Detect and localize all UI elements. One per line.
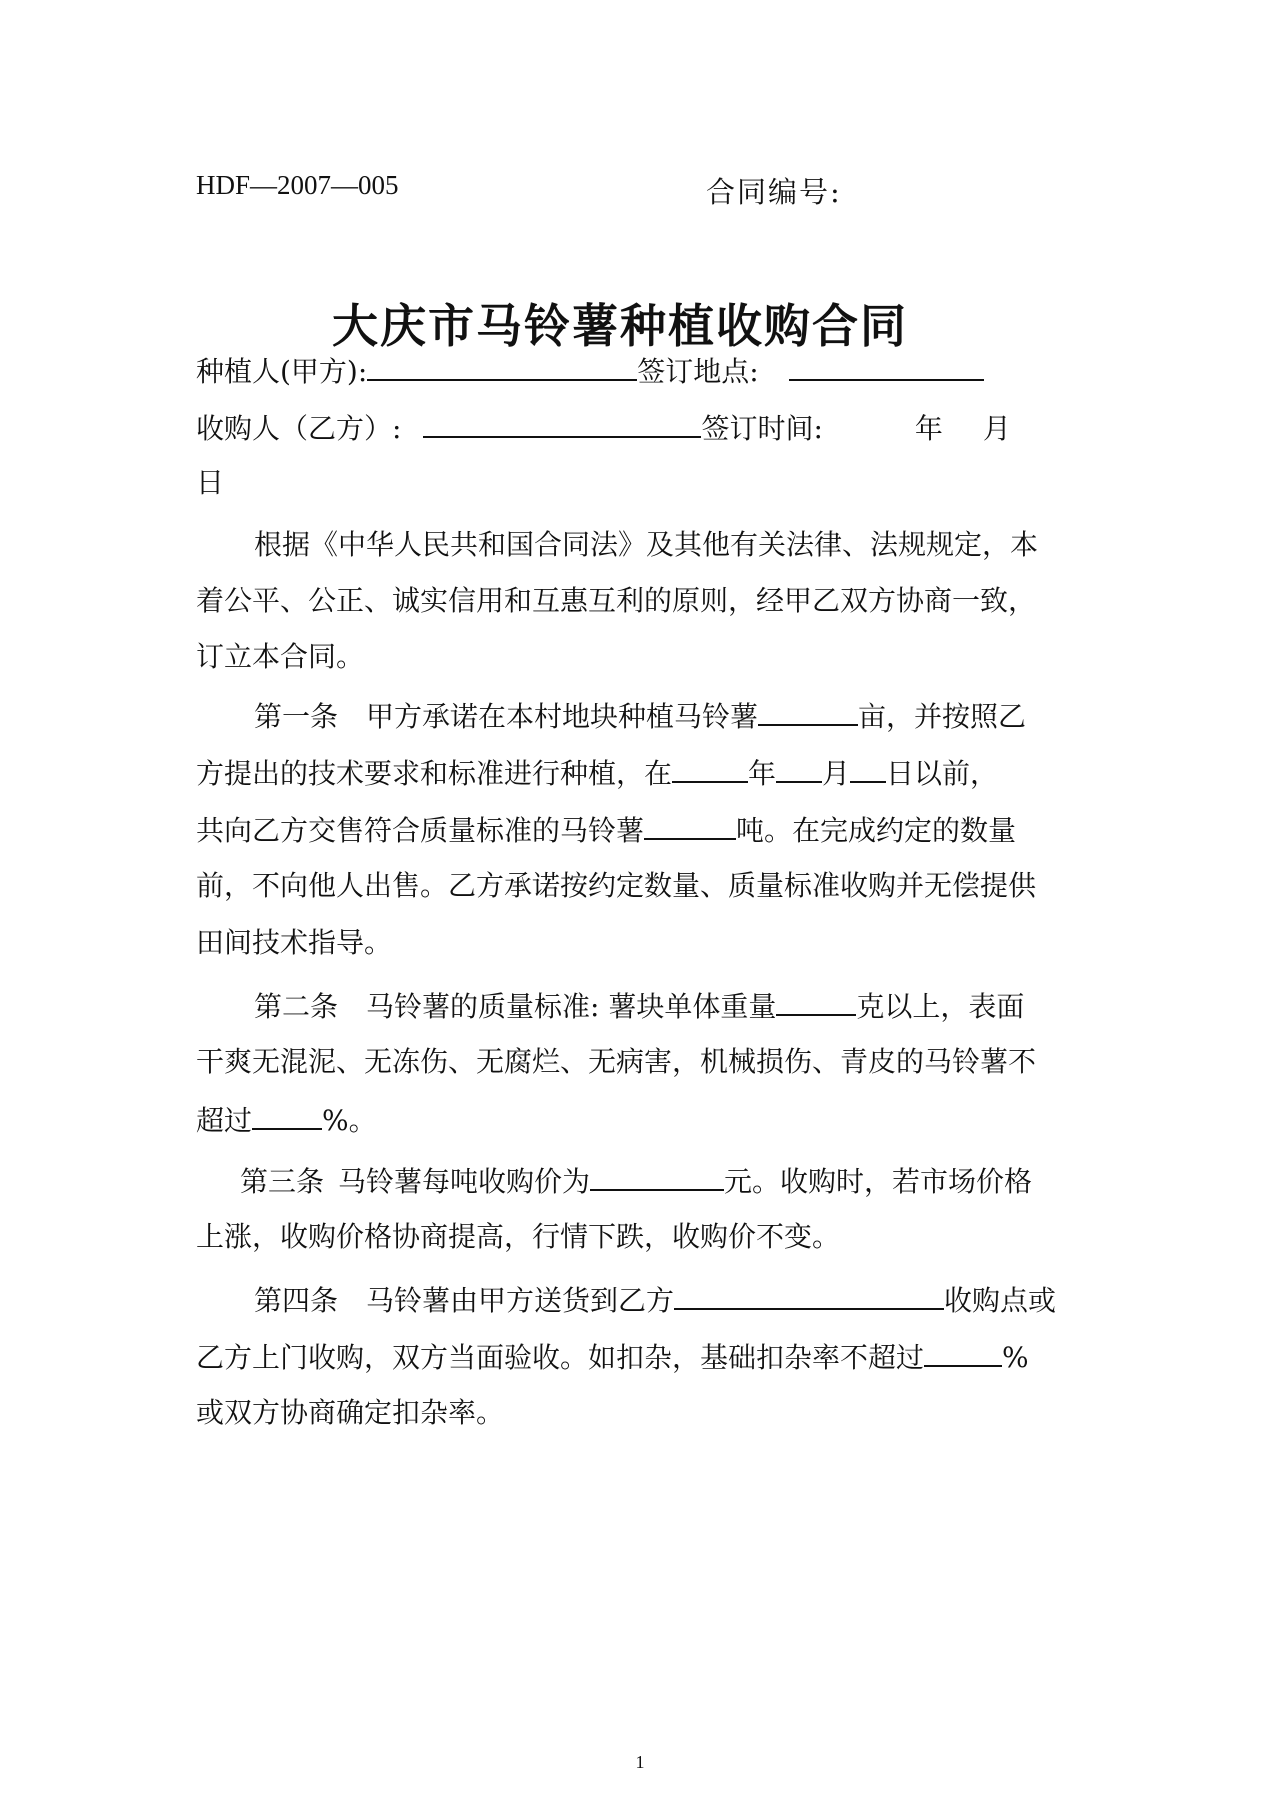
article-1-line-3 (196, 804, 1096, 854)
article-2-line-3 (196, 1094, 1096, 1144)
price-blank[interactable] (590, 1155, 724, 1191)
article-2-text: 超过 (196, 1104, 253, 1137)
article-4-heading: 第四条 (254, 1284, 339, 1317)
article-4-line-3: 或双方协商确定扣杂率。 (196, 1396, 505, 1429)
party-a-blank[interactable] (367, 345, 637, 381)
article-4-text: % (1002, 1341, 1029, 1374)
sign-place-label: 签订地点: (637, 355, 759, 388)
article-4-text: 收购点或 (944, 1284, 1057, 1317)
article-3-line-2: 上涨，收购价格协商提高，行情下跌，收购价不变。 (196, 1220, 841, 1253)
tuber-weight-blank[interactable] (776, 980, 856, 1016)
article-1-line-5: 田间技术指导。 (196, 926, 393, 959)
preamble-line-3: 订立本合同。 (196, 640, 365, 673)
article-2-text: 克以上，表面 (856, 990, 1025, 1023)
article-1-text: 日以前， (886, 757, 999, 790)
deadline-year-blank[interactable] (672, 747, 748, 783)
sign-month-label: 月 (982, 412, 1011, 445)
article-1-text: 吨。在完成约定的数量 (736, 814, 1017, 847)
article-1-text: 方提出的技术要求和标准进行种植，在 (196, 757, 673, 790)
article-2-text: 马铃薯的质量标准: 薯块单体重量 (366, 990, 777, 1023)
article-4-text: 马铃薯由甲方送货到乙方 (366, 1284, 675, 1317)
article-1-heading: 第一条 (254, 700, 339, 733)
article-3-heading: 第三条 (240, 1165, 325, 1198)
article-4-line-2 (196, 1331, 1096, 1381)
article-3-text: 元。收购时，若市场价格 (724, 1165, 1033, 1198)
article-1-line-2 (196, 747, 1096, 797)
document-id: HDF—2007—005 (196, 170, 399, 200)
preamble-line-2: 着公平、公正、诚实信用和互惠互利的原则，经甲乙双方协商一致， (196, 584, 1037, 617)
sign-year-label: 年 (914, 412, 943, 445)
contract-number-label: 合同编号: (706, 175, 842, 209)
preamble-line-1: 根据《中华人民共和国合同法》及其他有关法律、法规规定，本 (254, 528, 1039, 561)
article-2-line-1 (254, 980, 1154, 1030)
page-number: 1 (635, 1752, 645, 1772)
sign-time-label: 签订时间: (701, 412, 823, 445)
article-1-line-1 (254, 690, 1154, 740)
party-a-label: 种植人(甲方): (196, 355, 368, 388)
impurity-rate-blank[interactable] (924, 1331, 1002, 1367)
article-2-text: %。 (322, 1104, 377, 1137)
article-4-text: 乙方上门收购，双方当面验收。如扣杂，基础扣杂率不超过 (196, 1341, 925, 1374)
article-1-text: 亩，并按照乙 (858, 700, 1027, 733)
article-1-text: 甲方承诺在本村地块种植马铃薯 (366, 700, 759, 733)
sign-day-label: 日 (196, 466, 225, 499)
page-title: 大庆市马铃薯种植收购合同 (332, 299, 908, 353)
tonnage-blank[interactable] (644, 804, 736, 840)
article-2-heading: 第二条 (254, 990, 339, 1023)
deadline-day-blank[interactable] (850, 747, 886, 783)
sign-place-blank[interactable] (789, 345, 984, 381)
deadline-month-blank[interactable] (776, 747, 822, 783)
article-1-text: 共向乙方交售符合质量标准的马铃薯 (196, 814, 645, 847)
deadline-month-label: 月 (822, 757, 851, 790)
party-b-blank[interactable] (423, 402, 701, 438)
article-3-text: 马铃薯每吨收购价为 (338, 1165, 591, 1198)
damage-percent-blank[interactable] (252, 1094, 322, 1130)
party-a-line (196, 345, 1096, 395)
article-3-line-1 (240, 1155, 1140, 1205)
deadline-year-label: 年 (748, 757, 777, 790)
article-4-line-1 (254, 1274, 1154, 1324)
party-b-label: 收购人（乙方）: (196, 412, 402, 445)
article-2-line-2: 干爽无混泥、无冻伤、无腐烂、无病害，机械损伤、青皮的马铃薯不 (196, 1045, 1037, 1078)
purchase-point-blank[interactable] (674, 1274, 944, 1310)
acreage-blank[interactable] (758, 690, 858, 726)
party-b-line (196, 402, 1096, 452)
sign-day-line (196, 458, 1096, 508)
article-1-line-4: 前，不向他人出售。乙方承诺按约定数量、质量标准收购并无偿提供 (196, 869, 1037, 902)
